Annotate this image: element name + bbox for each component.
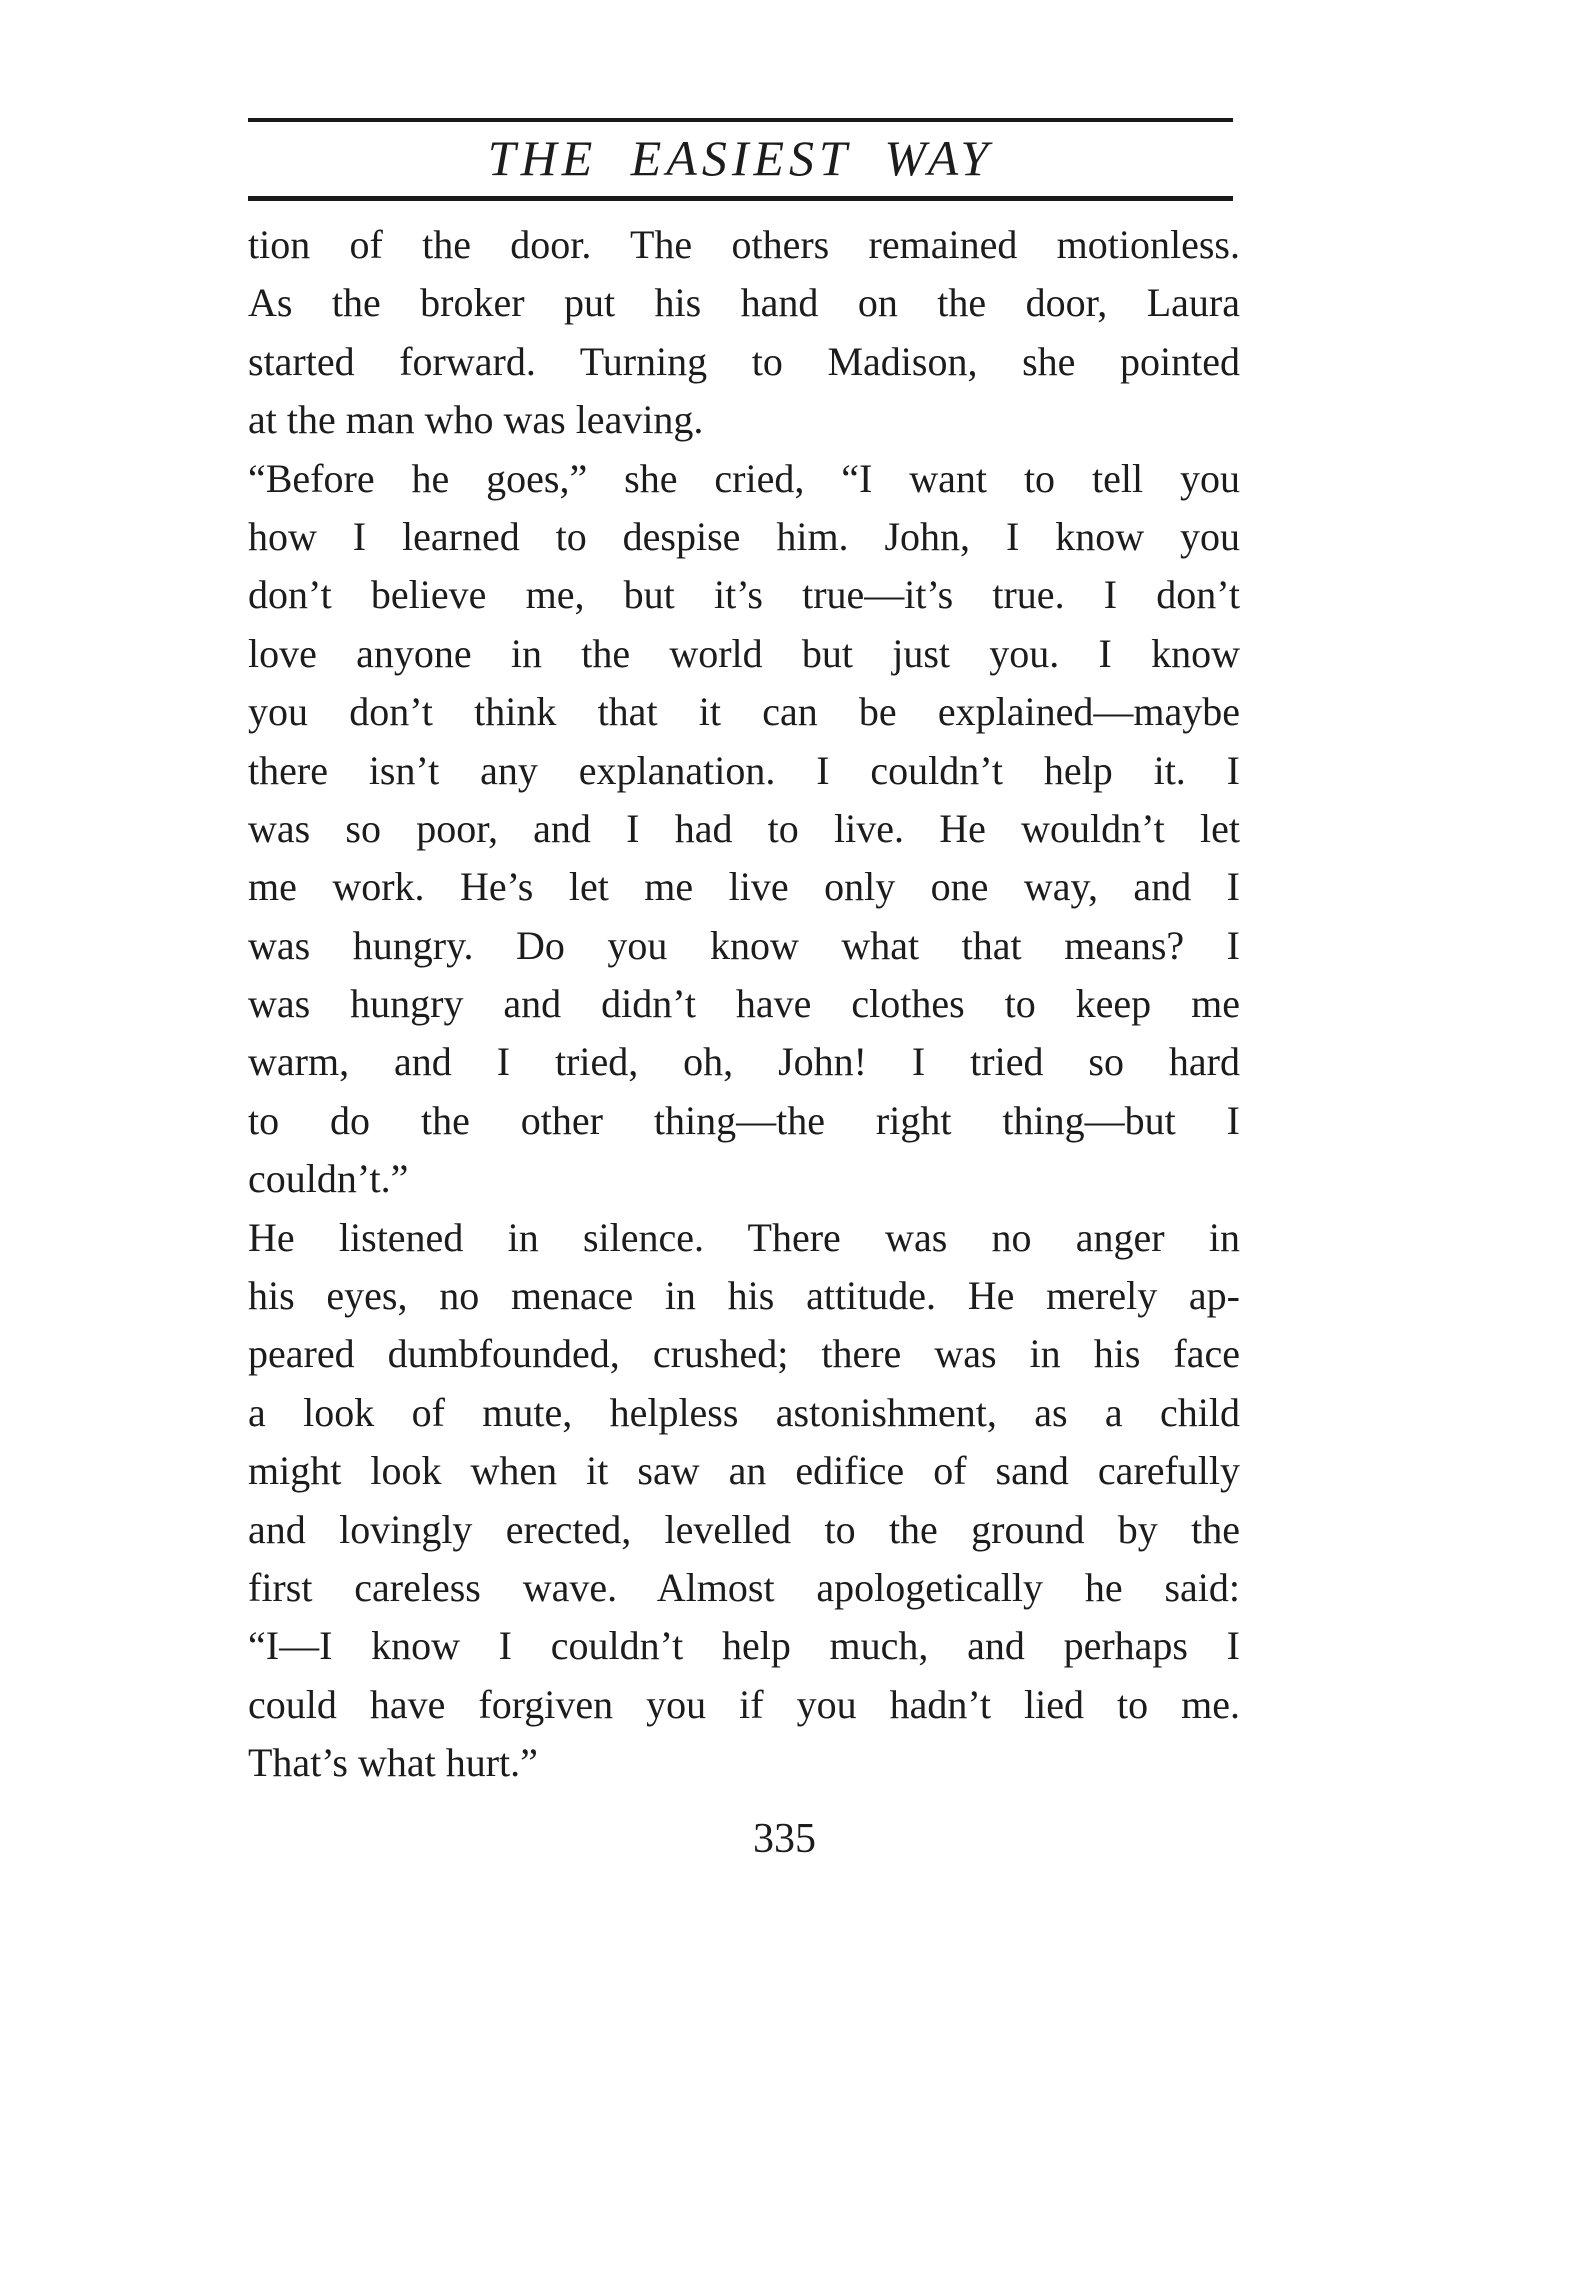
paragraph-2 — [248, 450, 1240, 1209]
text-line: his eyes, no menace in his attitude. He merely ap- — [248, 1273, 1240, 1319]
text-line: how I learned to despise him. John, I know you — [248, 513, 1240, 559]
paragraph-1 — [248, 216, 1240, 450]
text-line: “Before he goes,” she cried, “I want to tell you — [248, 455, 1240, 501]
text-line: don’t believe me, but it’s true—it’s true. I don’t — [248, 572, 1240, 618]
text-line: warm, and I tried, oh, John! I tried so hard — [248, 1039, 1240, 1085]
text-line: couldn’t.” — [248, 1156, 409, 1202]
text-line: could have forgiven you if you hadn’t lied to me. — [248, 1681, 1240, 1727]
text-line: As the broker put his hand on the door, Laura — [248, 280, 1240, 326]
text-line: started forward. Turning to Madison, she pointed — [248, 338, 1240, 384]
text-line: was hungry. Do you know what that means? I — [248, 922, 1240, 968]
text-line: there isn’t any explanation. I couldn’t help it. I — [248, 747, 1240, 793]
text-line: love anyone in the world but just you. I know — [248, 630, 1240, 676]
text-line: That’s what hurt.” — [248, 1740, 538, 1786]
paragraph-4 — [248, 1617, 1240, 1792]
text-line: tion of the door. The others remained motionless. — [248, 222, 1240, 267]
text-line: first careless wave. Almost apologetically he said: — [248, 1564, 1240, 1610]
text-line: He listened in silence. There was no anger in — [248, 1214, 1240, 1260]
text-line: “I—I know I couldn’t help much, and perhaps I — [248, 1623, 1240, 1669]
text-line: was hungry and didn’t have clothes to keep me — [248, 981, 1240, 1027]
text-line: to do the other thing—the right thing—but I — [248, 1097, 1240, 1143]
page-number: 335 — [753, 1816, 816, 1862]
text-line: and lovingly erected, levelled to the ground by the — [248, 1506, 1240, 1552]
body-text — [248, 216, 1240, 1793]
text-line: you don’t think that it can be explained—maybe — [248, 689, 1240, 735]
text-line: was so poor, and I had to live. He wouldn’t let — [248, 805, 1240, 851]
paragraph-3 — [248, 1209, 1240, 1618]
text-line: peared dumbfounded, crushed; there was in his face — [248, 1331, 1240, 1377]
text-line: might look when it saw an edifice of sand carefully — [248, 1448, 1240, 1494]
text-line: me work. He’s let me live only one way, and I — [248, 864, 1240, 910]
text-line: at the man who was leaving. — [248, 397, 704, 443]
running-head: THE EASIEST WAY — [487, 130, 994, 186]
text-line: a look of mute, helpless astonishment, as a child — [248, 1389, 1240, 1435]
header-rule-bottom — [248, 196, 1233, 201]
